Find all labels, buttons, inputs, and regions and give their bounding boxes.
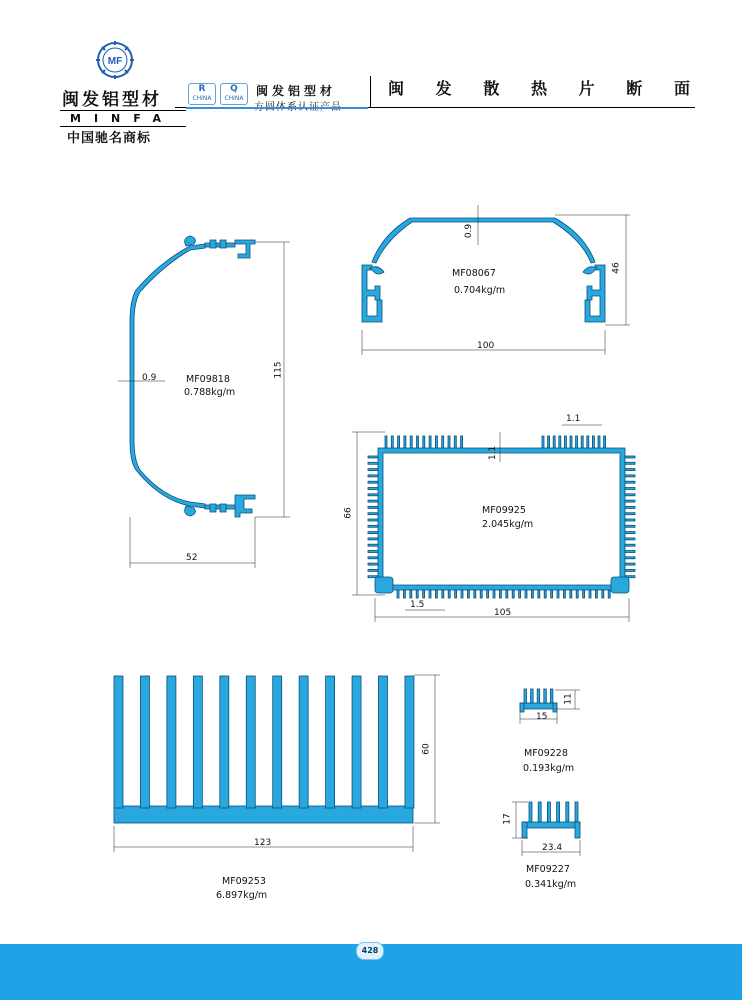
model-09253: MF09253	[222, 876, 266, 887]
weight-09228: 0.193kg/m	[523, 763, 575, 774]
fin	[379, 676, 388, 808]
fin	[547, 802, 550, 822]
fin	[587, 436, 589, 448]
heatsink-base	[520, 703, 557, 709]
fin	[114, 676, 123, 808]
fin	[592, 436, 594, 448]
fin	[368, 551, 378, 553]
fin	[326, 676, 335, 808]
model-09227: MF09227	[526, 864, 570, 875]
fin	[442, 590, 444, 598]
fin	[595, 590, 597, 598]
fin	[625, 456, 635, 458]
fin	[368, 525, 378, 527]
fin	[570, 436, 572, 448]
fin	[576, 590, 578, 598]
cert-q-badge: Q CHINA	[220, 83, 248, 105]
fin	[625, 469, 635, 471]
fin	[398, 436, 400, 448]
model-09925: MF09925	[482, 505, 526, 516]
fin	[608, 590, 610, 598]
model-09228: MF09228	[524, 748, 568, 759]
fin	[604, 436, 606, 448]
fin	[368, 494, 378, 496]
fin	[625, 488, 635, 490]
fin	[423, 436, 425, 448]
fin	[575, 802, 578, 822]
brand-name-en: MINFA	[70, 112, 175, 125]
fin	[368, 475, 378, 477]
fin	[550, 689, 553, 703]
fin	[480, 590, 482, 598]
dim-09228-height: 11	[563, 693, 574, 705]
fin	[625, 506, 635, 508]
fin	[368, 488, 378, 490]
fin	[576, 436, 578, 448]
fin	[625, 551, 635, 553]
title-char: 断	[626, 79, 643, 98]
fin	[529, 802, 532, 822]
fin	[625, 462, 635, 464]
fin	[467, 590, 469, 598]
fin	[625, 500, 635, 502]
fin	[368, 563, 378, 565]
fin	[625, 569, 635, 571]
fin	[448, 590, 450, 598]
fin	[531, 689, 534, 703]
profile-mf09253-drawing	[114, 675, 440, 852]
fin	[625, 475, 635, 477]
weight-08067: 0.704kg/m	[454, 285, 506, 296]
fin	[416, 590, 418, 598]
fin	[548, 436, 550, 448]
fin	[487, 590, 489, 598]
fin	[519, 590, 521, 598]
fin	[193, 676, 202, 808]
fin	[429, 590, 431, 598]
model-09818: MF09818	[186, 374, 230, 385]
fin	[368, 506, 378, 508]
page-number: 428	[356, 942, 384, 960]
fin	[544, 689, 547, 703]
fin	[589, 590, 591, 598]
fin	[435, 436, 437, 448]
fin	[625, 519, 635, 521]
dim-08067-width: 100	[477, 341, 495, 351]
fin	[625, 525, 635, 527]
fin	[405, 676, 414, 808]
fin	[625, 557, 635, 559]
fin	[273, 676, 282, 808]
profile-mf09818-drawing	[118, 236, 290, 568]
fin	[391, 436, 393, 448]
fin	[461, 590, 463, 598]
fin	[570, 590, 572, 598]
brand-name-cn: 闽发铝型材	[62, 90, 162, 110]
fin	[566, 802, 569, 822]
fin	[461, 436, 463, 448]
fin	[542, 436, 544, 448]
weight-09818: 0.788kg/m	[184, 387, 236, 398]
fin	[368, 557, 378, 559]
dim-09818-height: 115	[273, 361, 284, 379]
fin	[368, 456, 378, 458]
fin	[538, 590, 540, 598]
dim-09925-width: 105	[494, 608, 512, 618]
fin	[537, 689, 540, 703]
fin	[454, 436, 456, 448]
fin	[368, 469, 378, 471]
fin	[474, 590, 476, 598]
fin	[220, 676, 229, 808]
fin	[368, 462, 378, 464]
fin	[442, 436, 444, 448]
fin	[140, 676, 149, 808]
fin	[557, 802, 560, 822]
fin	[410, 436, 412, 448]
fin	[559, 436, 561, 448]
foot	[522, 822, 527, 838]
fin	[455, 590, 457, 598]
title-char: 散	[483, 79, 500, 98]
dim-09227-width: 23.4	[542, 843, 563, 853]
fin	[506, 590, 508, 598]
title-char: 热	[530, 79, 547, 98]
heatsink-base	[522, 822, 580, 828]
fin	[423, 590, 425, 598]
fin	[531, 590, 533, 598]
fin	[448, 436, 450, 448]
fin	[625, 494, 635, 496]
fin	[435, 590, 437, 598]
fin	[368, 538, 378, 540]
brand-logo-letters: MF	[107, 56, 123, 67]
foot	[575, 822, 580, 838]
dim-09925-height: 66	[343, 507, 354, 519]
fin	[403, 590, 405, 598]
dim-09253-height: 60	[421, 743, 432, 755]
fin	[167, 676, 176, 808]
fin	[499, 590, 501, 598]
fin	[246, 676, 255, 808]
fin	[429, 436, 431, 448]
fin	[551, 590, 553, 598]
fin	[410, 590, 412, 598]
fin	[563, 590, 565, 598]
fin	[368, 519, 378, 521]
title-char: 发	[435, 79, 452, 98]
fin	[368, 500, 378, 502]
fin	[368, 544, 378, 546]
weight-09227: 0.341kg/m	[525, 879, 577, 890]
title-char: 闽	[388, 79, 405, 98]
title-char: 片	[578, 79, 595, 98]
cert-r-badge: R CHINA	[188, 83, 216, 105]
model-08067: MF08067	[452, 268, 496, 279]
fin	[564, 436, 566, 448]
dim-09925-wall-top: 1.1	[488, 445, 499, 461]
fin	[598, 436, 600, 448]
fin	[352, 676, 361, 808]
fin	[625, 532, 635, 534]
fin	[397, 590, 399, 598]
dim-09228-width: 15	[536, 712, 548, 722]
fin	[368, 569, 378, 571]
brand-trademark: 中国驰名商标	[67, 131, 152, 146]
dim-09253-width: 123	[254, 838, 272, 848]
fin	[525, 590, 527, 598]
weight-09253: 6.897kg/m	[216, 890, 268, 901]
fin	[625, 513, 635, 515]
dim-08067-wall: 0.9	[464, 223, 475, 239]
fin	[368, 532, 378, 534]
foot	[553, 703, 557, 712]
fin	[524, 689, 527, 703]
dim-09227-height: 17	[502, 813, 513, 825]
fin	[368, 481, 378, 483]
dim-08067-height: 46	[611, 262, 622, 274]
cert-brand-name: 闽发铝型材	[256, 84, 337, 98]
fin	[553, 436, 555, 448]
fin	[625, 563, 635, 565]
foot	[520, 703, 524, 712]
fin	[385, 436, 387, 448]
fin	[538, 802, 541, 822]
fin	[404, 436, 406, 448]
fin	[581, 436, 583, 448]
dim-09818-width: 52	[186, 553, 198, 563]
fin	[299, 676, 308, 808]
profile-mf08067-drawing	[362, 205, 630, 355]
fin	[493, 590, 495, 598]
dim-09925-fin-top: 1.1	[566, 414, 581, 424]
heatsink-base	[114, 806, 413, 823]
fin	[544, 590, 546, 598]
fin	[368, 513, 378, 515]
fin	[557, 590, 559, 598]
fin	[512, 590, 514, 598]
weight-09925: 2.045kg/m	[482, 519, 534, 530]
fin	[625, 481, 635, 483]
fin	[625, 538, 635, 540]
title-char: 面	[673, 79, 690, 98]
fin	[625, 544, 635, 546]
fin	[583, 590, 585, 598]
fin	[417, 436, 419, 448]
dim-09818-wall: 0.9	[142, 373, 157, 383]
fin	[602, 590, 604, 598]
dim-09925-fin-bottom: 1.5	[410, 600, 425, 610]
